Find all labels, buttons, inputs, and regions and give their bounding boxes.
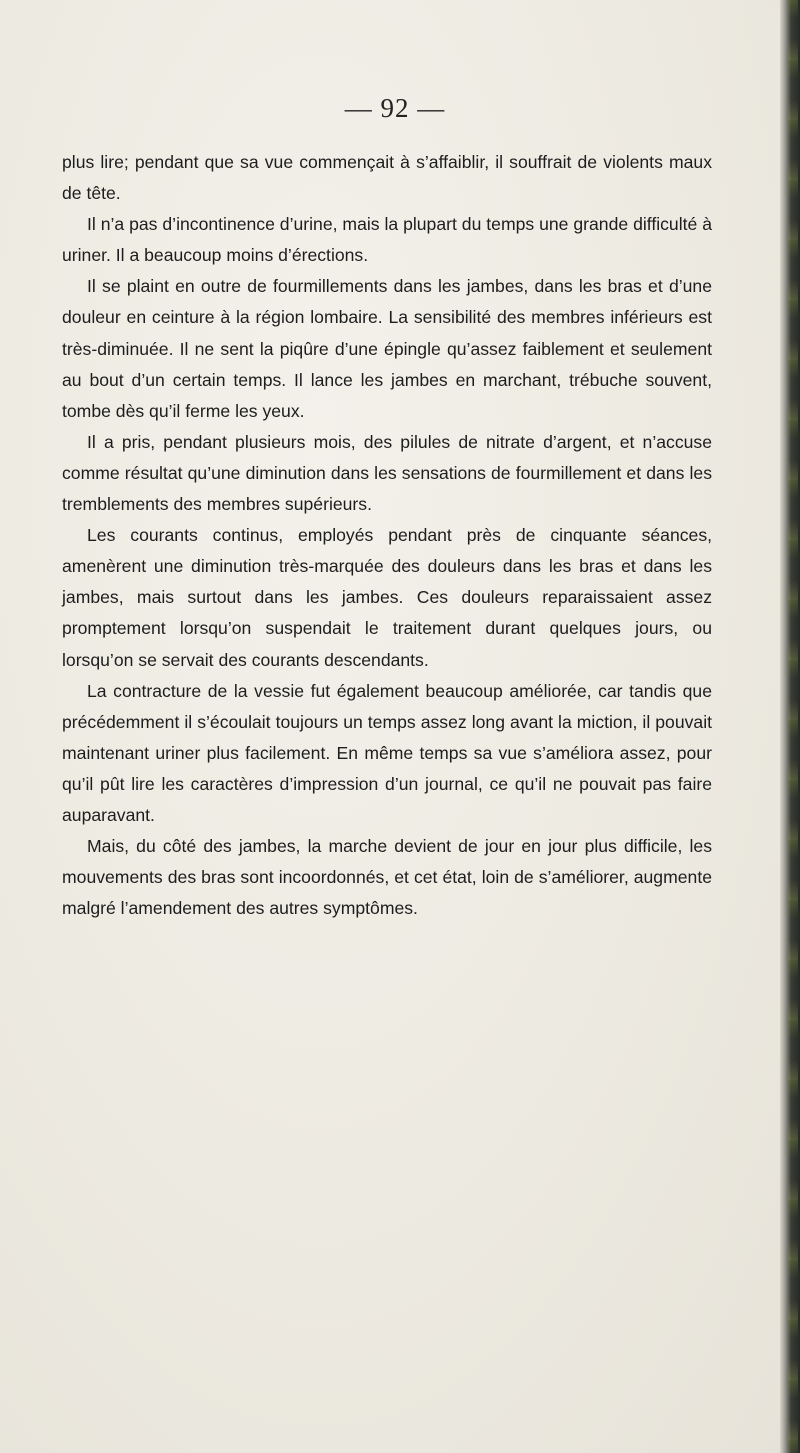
paragraph: Il n’a pas d’incontinence d’urine, mais la plupart du temps une grande difficulté à uriner. Il a beaucoup moins d’érections. [62,214,712,266]
paragraph: Il se plaint en outre de fourmillements dans les jambes, dans les bras et d’une douleur en ceinture à la région lombaire. La sensibilité des membres inférieurs est très-diminuée. Il ne sent la piqûre d’une épingle qu’assez faiblement et seulement au bout d’un certain temps. Il lance les jambes en marchant, trébuche souvent, tombe dès qu’il ferme les yeux. [62,276,712,421]
paragraph: Mais, du côté des jambes, la marche devient de jour en jour plus difficile, les mouvements des bras sont incoordonnés, et cet état, loin de s’améliorer, augmente malgré l’amendement des autres symptômes. [62,836,712,919]
paragraph: plus lire; pendant que sa vue commençait à s’affaiblir, il souffrait de violents maux de tête. [62,152,712,204]
paragraph: La contracture de la vessie fut également beaucoup améliorée, car tandis que précédemment il s’écoulait toujours un temps assez long avant la miction, il pouvait maintenant uriner plus facilement. En même temps sa vue s’améliora assez, pour qu’il pût lire les caractères d’impression d’un journal, ce qu’il ne pouvait pas faire auparavant. [62,680,712,825]
binding-edge-stains [788,0,798,1453]
body-text [62,147,712,924]
paragraph: Il a pris, pendant plusieurs mois, des pilules de nitrate d’argent, et n’accuse comme résultat qu’une diminution dans les sensations de fourmillement et dans les tremblements des membres supérieurs. [62,431,712,515]
paragraph: Les courants continus, employés pendant près de cinquante séances, amenèrent une diminution très-marquée des douleurs dans les bras et dans les jambes, mais surtout dans les jambes. Ces douleurs reparaissaient assez promptement lorsqu’on suspendait le traitement durant quelques jours, ou lorsqu’on se servait des courants descendants. [62,525,712,670]
page-number: — 92 — [344,93,446,123]
